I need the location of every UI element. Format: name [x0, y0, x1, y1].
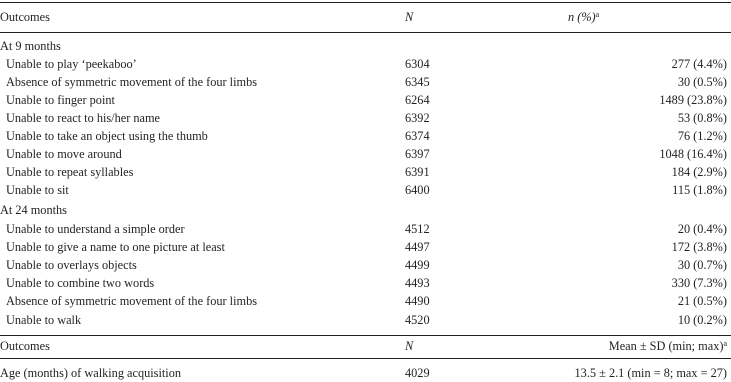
row-n: 4029 [405, 366, 430, 380]
row-percent: 30 (0.5%) [677, 75, 727, 89]
header-percent-footnote: a [595, 10, 600, 19]
header-outcomes: Outcomes [0, 339, 50, 353]
table-row [0, 109, 731, 127]
row-label: Unable to understand a simple order [6, 222, 185, 236]
row-percent: 277 (4.4%) [671, 57, 727, 71]
row-label: Unable to walk [6, 313, 82, 327]
row-percent: 30 (0.7%) [677, 258, 727, 272]
row-percent: 184 (2.9%) [671, 165, 727, 179]
row-n: 4499 [405, 258, 430, 272]
row-percent: 21 (0.5%) [677, 294, 727, 308]
row-n: 6264 [405, 93, 430, 107]
row-label: Absence of symmetric movement of the four limbs [6, 294, 257, 308]
table-row [0, 181, 731, 199]
second-header-top-rule [0, 335, 731, 336]
section-title: At 9 months [0, 39, 61, 53]
section-title: At 24 months [0, 203, 67, 217]
row-label: Unable to move around [6, 147, 122, 161]
table-row [0, 220, 731, 238]
row-label: Unable to sit [6, 183, 69, 197]
row-label: Unable to react to his/her name [6, 111, 160, 125]
row-percent: 330 (7.3%) [671, 276, 727, 290]
table-row [0, 91, 731, 109]
header-rule [0, 32, 731, 33]
header-percent [568, 8, 599, 26]
row-n: 6400 [405, 183, 430, 197]
section-title-24-months [0, 201, 731, 219]
header-percent-label: n (%) [568, 10, 596, 24]
row-percent: 53 (0.8%) [677, 111, 727, 125]
header-mean-sd-footnote: a [723, 339, 727, 348]
table-row [0, 311, 731, 329]
section-title-9-months [0, 37, 731, 55]
row-n: 4493 [405, 276, 430, 290]
table-row [0, 145, 731, 163]
header-mean-sd [609, 337, 727, 355]
table-header-2 [0, 337, 731, 355]
row-n: 4512 [405, 222, 430, 236]
row-label: Unable to give a name to one picture at least [6, 240, 225, 254]
row-label: Unable to take an object using the thumb [6, 129, 208, 143]
table-row [0, 127, 731, 145]
row-label: Unable to repeat syllables [6, 165, 134, 179]
table-row [0, 163, 731, 181]
row-percent: 20 (0.4%) [677, 222, 727, 236]
row-percent: 115 (1.8%) [672, 183, 727, 197]
table-row [0, 55, 731, 73]
row-percent: 172 (3.8%) [671, 240, 727, 254]
row-label: Unable to play ‘peekaboo’ [6, 57, 137, 71]
table-row [0, 73, 731, 91]
row-label: Unable to finger point [6, 93, 115, 107]
row-n: 4497 [405, 240, 430, 254]
row-n: 6304 [405, 57, 430, 71]
row-mean-sd: 13.5 ± 2.1 (min = 8; max = 27) [574, 366, 727, 380]
table-row [0, 292, 731, 310]
row-n: 4520 [405, 313, 430, 327]
row-label: Absence of symmetric movement of the four limbs [6, 75, 257, 89]
row-n: 4490 [405, 294, 430, 308]
table-row [0, 256, 731, 274]
table-row [0, 274, 731, 292]
header-n: N [405, 339, 414, 353]
table-header [0, 8, 731, 26]
row-percent: 76 (1.2%) [677, 129, 727, 143]
row-n: 6374 [405, 129, 430, 143]
row-label: Unable to overlays objects [6, 258, 137, 272]
row-label: Unable to combine two words [6, 276, 155, 290]
row-n: 6345 [405, 75, 430, 89]
row-n: 6397 [405, 147, 430, 161]
header-n: N [405, 10, 414, 24]
row-n: 6391 [405, 165, 430, 179]
table-row [0, 364, 731, 382]
second-header-rule [0, 358, 731, 359]
table-top-rule [0, 2, 731, 3]
row-label: Age (months) of walking acquisition [0, 366, 182, 380]
header-outcomes: Outcomes [0, 10, 50, 24]
row-percent: 1048 (16.4%) [659, 147, 727, 161]
row-percent: 10 (0.2%) [677, 313, 727, 327]
header-mean-sd-label: Mean ± SD (min; max) [608, 339, 724, 353]
row-percent: 1489 (23.8%) [659, 93, 727, 107]
table-row [0, 238, 731, 256]
row-n: 6392 [405, 111, 430, 125]
